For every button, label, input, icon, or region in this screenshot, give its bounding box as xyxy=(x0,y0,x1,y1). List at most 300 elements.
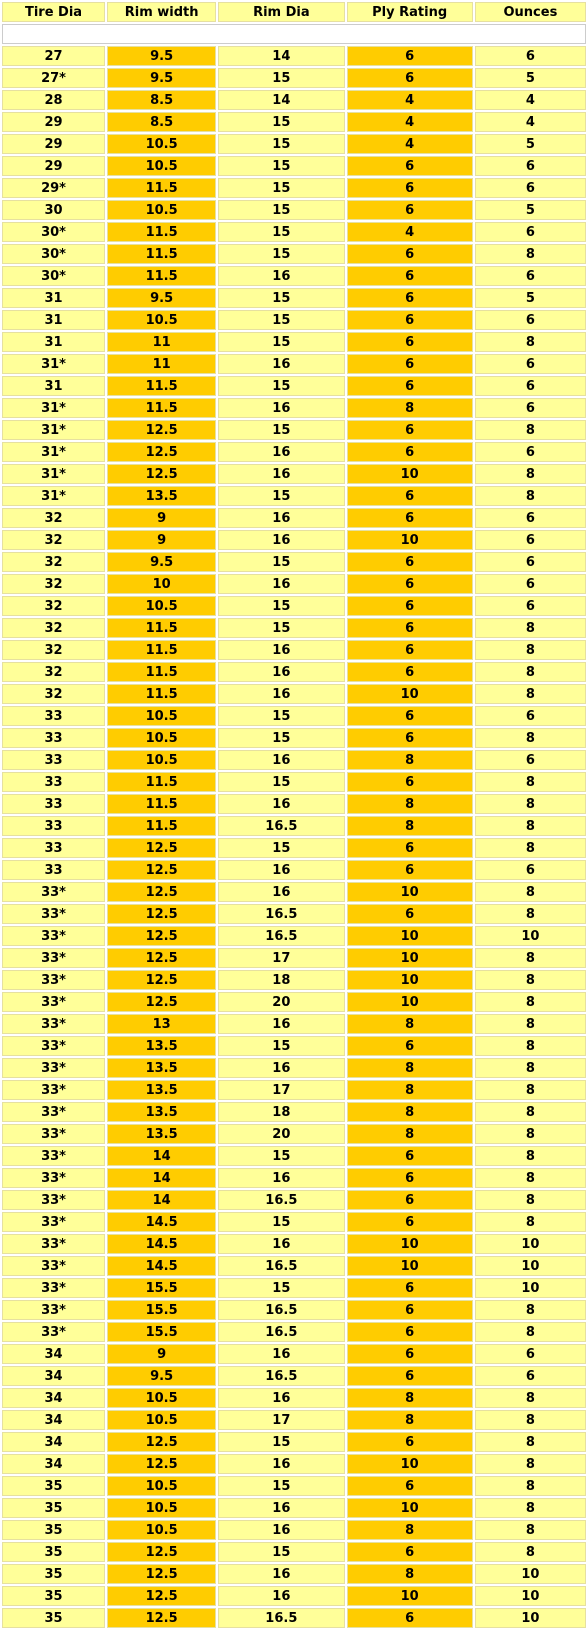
rim-width-cell: 15.5 xyxy=(107,1322,216,1342)
ounces-cell: 6 xyxy=(475,530,586,550)
rim-dia-cell: 16.5 xyxy=(218,904,344,924)
tire-dia-cell: 35 xyxy=(2,1608,105,1628)
rim-dia-cell: 16 xyxy=(218,750,344,770)
tire-dia-cell: 33* xyxy=(2,1300,105,1320)
rim-dia-cell: 16 xyxy=(218,442,344,462)
table-row xyxy=(2,772,586,792)
tire-dia-cell: 31 xyxy=(2,376,105,396)
ply-rating-cell: 6 xyxy=(347,486,473,506)
tire-dia-cell: 33* xyxy=(2,1058,105,1078)
rim-width-cell: 12.5 xyxy=(107,838,216,858)
tire-dia-cell: 30* xyxy=(2,222,105,242)
ply-rating-cell: 6 xyxy=(347,156,473,176)
table-row xyxy=(2,618,586,638)
tire-dia-cell: 33* xyxy=(2,1278,105,1298)
tire-dia-cell: 30* xyxy=(2,266,105,286)
rim-width-cell: 12.5 xyxy=(107,1454,216,1474)
ply-rating-cell: 6 xyxy=(347,1168,473,1188)
rim-width-cell: 13 xyxy=(107,1014,216,1034)
ply-rating-cell: 6 xyxy=(347,354,473,374)
tire-dia-cell: 30 xyxy=(2,200,105,220)
table-row xyxy=(2,662,586,682)
table-row xyxy=(2,486,586,506)
ply-rating-cell: 8 xyxy=(347,1410,473,1430)
ounces-cell: 8 xyxy=(475,662,586,682)
table-row xyxy=(2,398,586,418)
table-row xyxy=(2,1036,586,1056)
tire-dia-cell: 31 xyxy=(2,310,105,330)
ply-rating-cell: 8 xyxy=(347,794,473,814)
ply-rating-cell: 6 xyxy=(347,596,473,616)
rim-width-cell: 10.5 xyxy=(107,134,216,154)
ply-rating-cell: 8 xyxy=(347,816,473,836)
rim-width-cell: 11.5 xyxy=(107,178,216,198)
tire-dia-cell: 35 xyxy=(2,1586,105,1606)
ounces-cell: 8 xyxy=(475,1190,586,1210)
rim-width-cell: 10.5 xyxy=(107,1410,216,1430)
ounces-cell: 6 xyxy=(475,574,586,594)
tire-dia-cell: 27* xyxy=(2,68,105,88)
tire-dia-cell: 35 xyxy=(2,1498,105,1518)
ounces-cell: 8 xyxy=(475,1212,586,1232)
ounces-cell: 8 xyxy=(475,1542,586,1562)
tire-dia-cell: 33* xyxy=(2,1256,105,1276)
ply-rating-cell: 6 xyxy=(347,1300,473,1320)
table-row xyxy=(2,904,586,924)
rim-dia-cell: 16.5 xyxy=(218,1190,344,1210)
ply-rating-cell: 10 xyxy=(347,970,473,990)
ply-rating-cell: 4 xyxy=(347,90,473,110)
rim-dia-cell: 14 xyxy=(218,46,344,66)
table-row xyxy=(2,354,586,374)
rim-dia-cell: 15 xyxy=(218,112,344,132)
table-row xyxy=(2,112,586,132)
table-row xyxy=(2,332,586,352)
rim-width-cell: 14 xyxy=(107,1168,216,1188)
rim-dia-cell: 16 xyxy=(218,684,344,704)
ply-rating-cell: 6 xyxy=(347,772,473,792)
spacer-row xyxy=(2,24,586,44)
rim-dia-cell: 15 xyxy=(218,288,344,308)
rim-width-cell: 12.5 xyxy=(107,992,216,1012)
ply-rating-cell: 10 xyxy=(347,992,473,1012)
rim-dia-cell: 15 xyxy=(218,68,344,88)
rim-width-cell: 11.5 xyxy=(107,640,216,660)
rim-dia-cell: 15 xyxy=(218,838,344,858)
table-row xyxy=(2,1410,586,1430)
ply-rating-cell: 6 xyxy=(347,200,473,220)
ounces-cell: 6 xyxy=(475,222,586,242)
tire-dia-cell: 35 xyxy=(2,1520,105,1540)
rim-dia-cell: 16 xyxy=(218,1388,344,1408)
tire-dia-cell: 33 xyxy=(2,706,105,726)
ounces-cell: 10 xyxy=(475,1234,586,1254)
ounces-cell: 8 xyxy=(475,640,586,660)
table-row xyxy=(2,552,586,572)
tire-dia-cell: 32 xyxy=(2,618,105,638)
ounces-cell: 6 xyxy=(475,354,586,374)
ply-rating-cell: 6 xyxy=(347,266,473,286)
rim-width-cell: 14 xyxy=(107,1146,216,1166)
table-row xyxy=(2,1476,586,1496)
ounces-cell: 8 xyxy=(475,838,586,858)
rim-dia-cell: 15 xyxy=(218,618,344,638)
tire-dia-cell: 31* xyxy=(2,354,105,374)
ounces-cell: 8 xyxy=(475,1036,586,1056)
rim-width-cell: 11.5 xyxy=(107,222,216,242)
ounces-cell: 10 xyxy=(475,1564,586,1584)
rim-dia-cell: 16 xyxy=(218,1586,344,1606)
rim-width-cell: 12.5 xyxy=(107,970,216,990)
ply-rating-cell: 10 xyxy=(347,882,473,902)
tire-dia-cell: 32 xyxy=(2,684,105,704)
ply-rating-cell: 8 xyxy=(347,1102,473,1122)
ounces-cell: 8 xyxy=(475,464,586,484)
ply-rating-cell: 6 xyxy=(347,838,473,858)
tire-dia-cell: 30* xyxy=(2,244,105,264)
rim-width-cell: 8.5 xyxy=(107,90,216,110)
rim-dia-cell: 15 xyxy=(218,178,344,198)
rim-width-cell: 8.5 xyxy=(107,112,216,132)
rim-dia-cell: 16 xyxy=(218,1520,344,1540)
tire-dia-cell: 35 xyxy=(2,1476,105,1496)
rim-dia-cell: 16 xyxy=(218,574,344,594)
ply-rating-cell: 6 xyxy=(347,640,473,660)
ounces-cell: 4 xyxy=(475,112,586,132)
header-rim-width: Rim width xyxy=(107,2,216,22)
table-row xyxy=(2,1608,586,1628)
table-body xyxy=(2,24,586,1628)
header-ply-rating: Ply Rating xyxy=(347,2,473,22)
rim-width-cell: 14 xyxy=(107,1190,216,1210)
rim-width-cell: 9 xyxy=(107,530,216,550)
table-row xyxy=(2,420,586,440)
rim-dia-cell: 16 xyxy=(218,1058,344,1078)
rim-width-cell: 11.5 xyxy=(107,266,216,286)
rim-width-cell: 11.5 xyxy=(107,244,216,264)
table-row xyxy=(2,1124,586,1144)
tire-dia-cell: 33* xyxy=(2,1124,105,1144)
rim-dia-cell: 16 xyxy=(218,398,344,418)
ply-rating-cell: 6 xyxy=(347,1146,473,1166)
ply-rating-cell: 8 xyxy=(347,1388,473,1408)
ply-rating-cell: 10 xyxy=(347,684,473,704)
table-row xyxy=(2,508,586,528)
ounces-cell: 8 xyxy=(475,1388,586,1408)
rim-width-cell: 13.5 xyxy=(107,486,216,506)
ounces-cell: 8 xyxy=(475,1124,586,1144)
tire-dia-cell: 33 xyxy=(2,816,105,836)
ounces-cell: 8 xyxy=(475,794,586,814)
ply-rating-cell: 10 xyxy=(347,926,473,946)
rim-dia-cell: 15 xyxy=(218,1278,344,1298)
tire-dia-cell: 33 xyxy=(2,794,105,814)
rim-width-cell: 9.5 xyxy=(107,46,216,66)
ounces-cell: 6 xyxy=(475,552,586,572)
rim-width-cell: 11.5 xyxy=(107,376,216,396)
rim-width-cell: 12.5 xyxy=(107,860,216,880)
rim-width-cell: 11.5 xyxy=(107,618,216,638)
table-row xyxy=(2,1586,586,1606)
rim-dia-cell: 16 xyxy=(218,464,344,484)
table-row xyxy=(2,970,586,990)
table-row xyxy=(2,838,586,858)
ounces-cell: 10 xyxy=(475,1586,586,1606)
tire-dia-cell: 29 xyxy=(2,112,105,132)
ounces-cell: 8 xyxy=(475,1300,586,1320)
rim-dia-cell: 15 xyxy=(218,1036,344,1056)
rim-dia-cell: 15 xyxy=(218,772,344,792)
tire-dia-cell: 33* xyxy=(2,1102,105,1122)
header-tire-dia: Tire Dia xyxy=(2,2,105,22)
table-row xyxy=(2,1256,586,1276)
rim-width-cell: 13.5 xyxy=(107,1080,216,1100)
ounces-cell: 6 xyxy=(475,442,586,462)
table-row xyxy=(2,1014,586,1034)
tire-dia-cell: 33* xyxy=(2,970,105,990)
rim-width-cell: 9 xyxy=(107,508,216,528)
table-row xyxy=(2,1432,586,1452)
rim-width-cell: 11 xyxy=(107,354,216,374)
ounces-cell: 8 xyxy=(475,1520,586,1540)
rim-dia-cell: 20 xyxy=(218,992,344,1012)
rim-dia-cell: 14 xyxy=(218,90,344,110)
rim-width-cell: 10.5 xyxy=(107,310,216,330)
ounces-cell: 8 xyxy=(475,486,586,506)
rim-dia-cell: 15 xyxy=(218,1542,344,1562)
table-row xyxy=(2,1344,586,1364)
rim-width-cell: 10 xyxy=(107,574,216,594)
rim-width-cell: 12.5 xyxy=(107,926,216,946)
tire-dia-cell: 33* xyxy=(2,992,105,1012)
ply-rating-cell: 10 xyxy=(347,464,473,484)
ounces-cell: 8 xyxy=(475,904,586,924)
tire-dia-cell: 31* xyxy=(2,464,105,484)
ounces-cell: 8 xyxy=(475,684,586,704)
table-row xyxy=(2,530,586,550)
rim-dia-cell: 16 xyxy=(218,1454,344,1474)
table-row xyxy=(2,1168,586,1188)
tire-dia-cell: 34 xyxy=(2,1388,105,1408)
ounces-cell: 8 xyxy=(475,1058,586,1078)
tire-dia-cell: 32 xyxy=(2,640,105,660)
rim-width-cell: 9.5 xyxy=(107,68,216,88)
rim-dia-cell: 18 xyxy=(218,1102,344,1122)
ounces-cell: 5 xyxy=(475,200,586,220)
rim-dia-cell: 16 xyxy=(218,1344,344,1364)
ounces-cell: 8 xyxy=(475,728,586,748)
rim-dia-cell: 17 xyxy=(218,1410,344,1430)
table-row xyxy=(2,596,586,616)
ply-rating-cell: 6 xyxy=(347,178,473,198)
rim-width-cell: 10.5 xyxy=(107,596,216,616)
table-row xyxy=(2,1146,586,1166)
rim-width-cell: 14.5 xyxy=(107,1212,216,1232)
rim-width-cell: 10.5 xyxy=(107,728,216,748)
ounces-cell: 10 xyxy=(475,1256,586,1276)
ply-rating-cell: 6 xyxy=(347,1476,473,1496)
table-row xyxy=(2,1542,586,1562)
rim-dia-cell: 15 xyxy=(218,134,344,154)
ounces-cell: 8 xyxy=(475,816,586,836)
rim-width-cell: 13.5 xyxy=(107,1124,216,1144)
tire-dia-cell: 33* xyxy=(2,948,105,968)
table-row xyxy=(2,728,586,748)
ounces-cell: 8 xyxy=(475,1014,586,1034)
tire-dia-cell: 33* xyxy=(2,1146,105,1166)
ply-rating-cell: 10 xyxy=(347,1454,473,1474)
tire-dia-cell: 32 xyxy=(2,552,105,572)
ply-rating-cell: 10 xyxy=(347,530,473,550)
table-row xyxy=(2,222,586,242)
ply-rating-cell: 6 xyxy=(347,1278,473,1298)
ply-rating-cell: 6 xyxy=(347,1212,473,1232)
ounces-cell: 6 xyxy=(475,310,586,330)
ply-rating-cell: 6 xyxy=(347,706,473,726)
rim-width-cell: 10.5 xyxy=(107,1520,216,1540)
table-row xyxy=(2,376,586,396)
ply-rating-cell: 8 xyxy=(347,750,473,770)
table-row xyxy=(2,882,586,902)
tire-dia-cell: 33* xyxy=(2,1234,105,1254)
tire-dia-cell: 34 xyxy=(2,1432,105,1452)
ounces-cell: 10 xyxy=(475,926,586,946)
rim-width-cell: 10.5 xyxy=(107,750,216,770)
rim-dia-cell: 15 xyxy=(218,310,344,330)
rim-width-cell: 14.5 xyxy=(107,1256,216,1276)
ply-rating-cell: 10 xyxy=(347,1256,473,1276)
ounces-cell: 8 xyxy=(475,1080,586,1100)
rim-width-cell: 12.5 xyxy=(107,882,216,902)
rim-width-cell: 9.5 xyxy=(107,552,216,572)
table-row xyxy=(2,574,586,594)
table-row xyxy=(2,310,586,330)
ounces-cell: 8 xyxy=(475,948,586,968)
ply-rating-cell: 6 xyxy=(347,1190,473,1210)
rim-width-cell: 9.5 xyxy=(107,288,216,308)
rim-dia-cell: 16 xyxy=(218,640,344,660)
tire-dia-cell: 34 xyxy=(2,1366,105,1386)
table-row xyxy=(2,178,586,198)
table-row xyxy=(2,706,586,726)
rim-dia-cell: 15 xyxy=(218,376,344,396)
rim-width-cell: 11.5 xyxy=(107,794,216,814)
tire-dia-cell: 33* xyxy=(2,1212,105,1232)
ply-rating-cell: 10 xyxy=(347,1586,473,1606)
tire-dia-cell: 28 xyxy=(2,90,105,110)
tire-dia-cell: 27 xyxy=(2,46,105,66)
rim-dia-cell: 16 xyxy=(218,882,344,902)
ply-rating-cell: 6 xyxy=(347,662,473,682)
tire-dia-cell: 33* xyxy=(2,1322,105,1342)
rim-width-cell: 9 xyxy=(107,1344,216,1364)
tire-dia-cell: 34 xyxy=(2,1454,105,1474)
table-row xyxy=(2,1564,586,1584)
rim-width-cell: 10.5 xyxy=(107,1498,216,1518)
ounces-cell: 10 xyxy=(475,1278,586,1298)
table-row xyxy=(2,1278,586,1298)
tire-dia-cell: 33* xyxy=(2,926,105,946)
rim-dia-cell: 16.5 xyxy=(218,816,344,836)
tire-dia-cell: 33 xyxy=(2,838,105,858)
ounces-cell: 5 xyxy=(475,134,586,154)
rim-dia-cell: 16 xyxy=(218,508,344,528)
ply-rating-cell: 6 xyxy=(347,728,473,748)
ounces-cell: 6 xyxy=(475,706,586,726)
tire-dia-cell: 32 xyxy=(2,596,105,616)
rim-width-cell: 11.5 xyxy=(107,398,216,418)
ply-rating-cell: 6 xyxy=(347,1542,473,1562)
ply-rating-cell: 6 xyxy=(347,618,473,638)
ounces-cell: 8 xyxy=(475,882,586,902)
rim-dia-cell: 15 xyxy=(218,1476,344,1496)
table-row xyxy=(2,1058,586,1078)
rim-width-cell: 12.5 xyxy=(107,1432,216,1452)
ply-rating-cell: 6 xyxy=(347,574,473,594)
ounces-cell: 6 xyxy=(475,1344,586,1364)
rim-dia-cell: 15 xyxy=(218,486,344,506)
ounces-cell: 8 xyxy=(475,1322,586,1342)
ounces-cell: 8 xyxy=(475,1146,586,1166)
table-row xyxy=(2,442,586,462)
tire-dia-cell: 33* xyxy=(2,1036,105,1056)
rim-dia-cell: 16 xyxy=(218,860,344,880)
table-row xyxy=(2,266,586,286)
rim-dia-cell: 17 xyxy=(218,948,344,968)
tire-dia-cell: 33* xyxy=(2,1190,105,1210)
tire-dia-cell: 31 xyxy=(2,288,105,308)
rim-width-cell: 12.5 xyxy=(107,1542,216,1562)
rim-dia-cell: 16 xyxy=(218,1564,344,1584)
table-row xyxy=(2,860,586,880)
tire-dia-cell: 29 xyxy=(2,156,105,176)
ounces-cell: 8 xyxy=(475,970,586,990)
table-row xyxy=(2,1498,586,1518)
table-row xyxy=(2,288,586,308)
rim-dia-cell: 15 xyxy=(218,332,344,352)
tire-dia-cell: 31* xyxy=(2,486,105,506)
ounces-cell: 4 xyxy=(475,90,586,110)
ply-rating-cell: 8 xyxy=(347,1564,473,1584)
rim-dia-cell: 17 xyxy=(218,1080,344,1100)
tire-dia-cell: 33* xyxy=(2,1168,105,1188)
rim-dia-cell: 15 xyxy=(218,244,344,264)
rim-dia-cell: 16 xyxy=(218,662,344,682)
table-row xyxy=(2,750,586,770)
ounces-cell: 6 xyxy=(475,508,586,528)
ounces-cell: 5 xyxy=(475,68,586,88)
ply-rating-cell: 6 xyxy=(347,1608,473,1628)
tire-dia-cell: 33* xyxy=(2,1080,105,1100)
rim-width-cell: 10.5 xyxy=(107,1388,216,1408)
ply-rating-cell: 6 xyxy=(347,46,473,66)
rim-dia-cell: 16 xyxy=(218,1498,344,1518)
table-row xyxy=(2,948,586,968)
rim-dia-cell: 16 xyxy=(218,354,344,374)
ounces-cell: 5 xyxy=(475,288,586,308)
ounces-cell: 8 xyxy=(475,1498,586,1518)
ounces-cell: 6 xyxy=(475,178,586,198)
ply-rating-cell: 8 xyxy=(347,398,473,418)
ply-rating-cell: 6 xyxy=(347,420,473,440)
rim-width-cell: 15.5 xyxy=(107,1278,216,1298)
ply-rating-cell: 6 xyxy=(347,244,473,264)
ply-rating-cell: 10 xyxy=(347,1498,473,1518)
ounces-cell: 6 xyxy=(475,46,586,66)
ounces-cell: 10 xyxy=(475,1608,586,1628)
tire-dia-cell: 29* xyxy=(2,178,105,198)
ply-rating-cell: 6 xyxy=(347,1344,473,1364)
